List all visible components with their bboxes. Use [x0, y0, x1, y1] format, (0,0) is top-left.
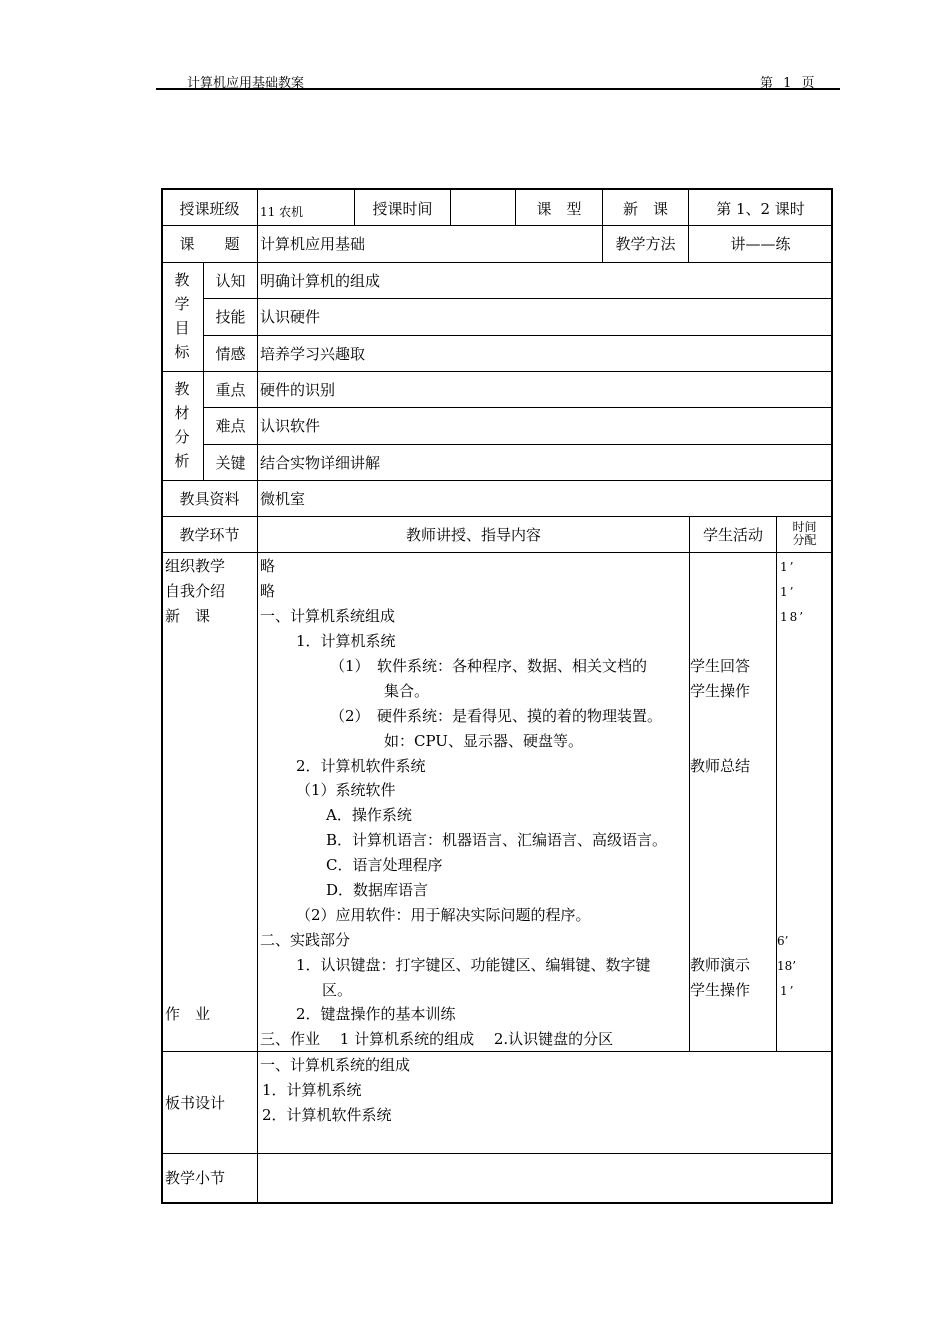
content-line: 三、作业 1 计算机系统的组成 2.认识键盘的分区	[260, 1030, 614, 1048]
class-hours: 第 1、2 课时	[716, 200, 805, 218]
content-line: 2．计算机软件系统	[296, 757, 426, 775]
column-divider	[257, 188, 258, 1204]
activity-item: 学生操作	[690, 981, 751, 999]
content-line: 集合。	[384, 682, 430, 700]
content-line: 一、计算机系统组成	[260, 607, 396, 625]
objective-cognition-label: 认知	[215, 272, 246, 290]
row-divider	[161, 262, 833, 263]
objective-emotion-label: 情感	[215, 345, 246, 363]
header-title: 计算机应用基础教案	[187, 76, 305, 91]
row-divider	[161, 225, 833, 226]
content-line: （2）应用软件：用于解决实际问题的程序。	[296, 906, 591, 924]
content-line: （2） 硬件系统：是看得见、摸的着的物理装置。	[330, 707, 663, 725]
column-header-stage: 教学环节	[179, 526, 240, 544]
stage-new-lesson: 新 课	[165, 607, 211, 625]
analysis-key-value: 结合实物详细讲解	[260, 454, 381, 472]
row-divider	[161, 480, 833, 481]
row-divider	[161, 371, 833, 372]
time-allocation: 1’	[780, 560, 796, 574]
board-line: 1．计算机系统	[262, 1081, 362, 1099]
type-value: 新 课	[622, 200, 668, 218]
board-line: 2．计算机软件系统	[262, 1106, 392, 1124]
analysis-difficulty-value: 认识软件	[260, 417, 321, 435]
stage-introduction: 自我介绍	[165, 582, 226, 600]
content-line: 1．认识键盘：打字键区、功能键区、编辑键、数字键	[296, 956, 651, 974]
objective-emotion-value: 培养学习兴趣取	[260, 345, 366, 363]
column-header-content: 教师讲授、指导内容	[405, 526, 541, 544]
board-design-label: 板书设计	[165, 1094, 226, 1112]
time-allocation: 18’	[780, 610, 806, 624]
content-line: 略	[260, 582, 276, 600]
column-divider	[450, 188, 451, 225]
content-line: 二、实践部分	[260, 931, 351, 949]
content-line: A．操作系统	[326, 806, 412, 824]
method-value: 讲——练	[730, 235, 791, 253]
time-allocation: 6’	[777, 934, 789, 948]
analysis-group-label: 教 材 分 析	[174, 380, 190, 470]
content-line: （1）系统软件	[296, 781, 396, 799]
class-value: 11 农机	[260, 205, 304, 219]
content-line: 如：CPU、显示器、硬盘等。	[384, 732, 583, 750]
row-divider	[203, 444, 833, 445]
method-label: 教学方法	[615, 235, 676, 253]
row-divider	[203, 298, 833, 299]
content-line: 略	[260, 557, 276, 575]
header-rule	[156, 88, 840, 90]
class-label: 授课班级	[179, 200, 240, 218]
objective-skill-label: 技能	[215, 308, 246, 326]
activity-item: 学生操作	[690, 682, 751, 700]
time-label: 授课时间	[372, 200, 433, 218]
content-line: C．语言处理程序	[326, 856, 443, 874]
time-allocation: 1’	[780, 585, 796, 599]
content-line: 区。	[322, 981, 353, 999]
objective-skill-value: 认识硬件	[260, 308, 321, 326]
stage-organize: 组织教学	[165, 557, 226, 575]
content-line: B．计算机语言：机器语言、汇编语言、高级语言。	[326, 831, 668, 849]
row-divider	[161, 552, 833, 553]
header-page-number: 第 1 页	[760, 76, 818, 91]
objective-cognition-value: 明确计算机的组成	[260, 272, 381, 290]
activity-item: 教师总结	[690, 757, 751, 775]
row-divider	[161, 1153, 833, 1154]
row-divider	[203, 335, 833, 336]
analysis-difficulty-label: 难点	[215, 417, 246, 435]
row-divider	[161, 516, 833, 517]
row-divider	[161, 1051, 833, 1052]
stage-homework: 作 业	[165, 1005, 211, 1023]
column-divider	[203, 262, 204, 480]
time-allocation: 1’	[780, 984, 796, 998]
topic-value: 计算机应用基础	[260, 235, 366, 253]
time-allocation: 18’	[777, 959, 797, 973]
board-line: 一、计算机系统的组成	[260, 1056, 411, 1074]
column-header-time: 时间 分配	[792, 520, 817, 547]
objectives-group-label: 教 学 目 标	[174, 271, 190, 361]
activity-item: 教师演示	[690, 956, 751, 974]
topic-label: 课 题	[179, 235, 240, 253]
content-line: 2．键盘操作的基本训练	[296, 1005, 456, 1023]
analysis-key-point-label: 重点	[215, 381, 246, 399]
analysis-key-label: 关键	[215, 454, 246, 472]
analysis-key-point-value: 硬件的识别	[260, 381, 336, 399]
content-line: （1） 软件系统：各种程序、数据、相关文档的	[330, 657, 648, 675]
content-line: D．数据库语言	[326, 881, 429, 899]
summary-label: 教学小节	[165, 1169, 226, 1187]
column-header-activity: 学生活动	[702, 526, 763, 544]
content-line: 1．计算机系统	[296, 632, 396, 650]
row-divider	[203, 407, 833, 408]
materials-label: 教具资料	[179, 490, 240, 508]
materials-value: 微机室	[260, 490, 306, 508]
activity-item: 学生回答	[690, 657, 751, 675]
type-label: 课 型	[536, 200, 582, 218]
